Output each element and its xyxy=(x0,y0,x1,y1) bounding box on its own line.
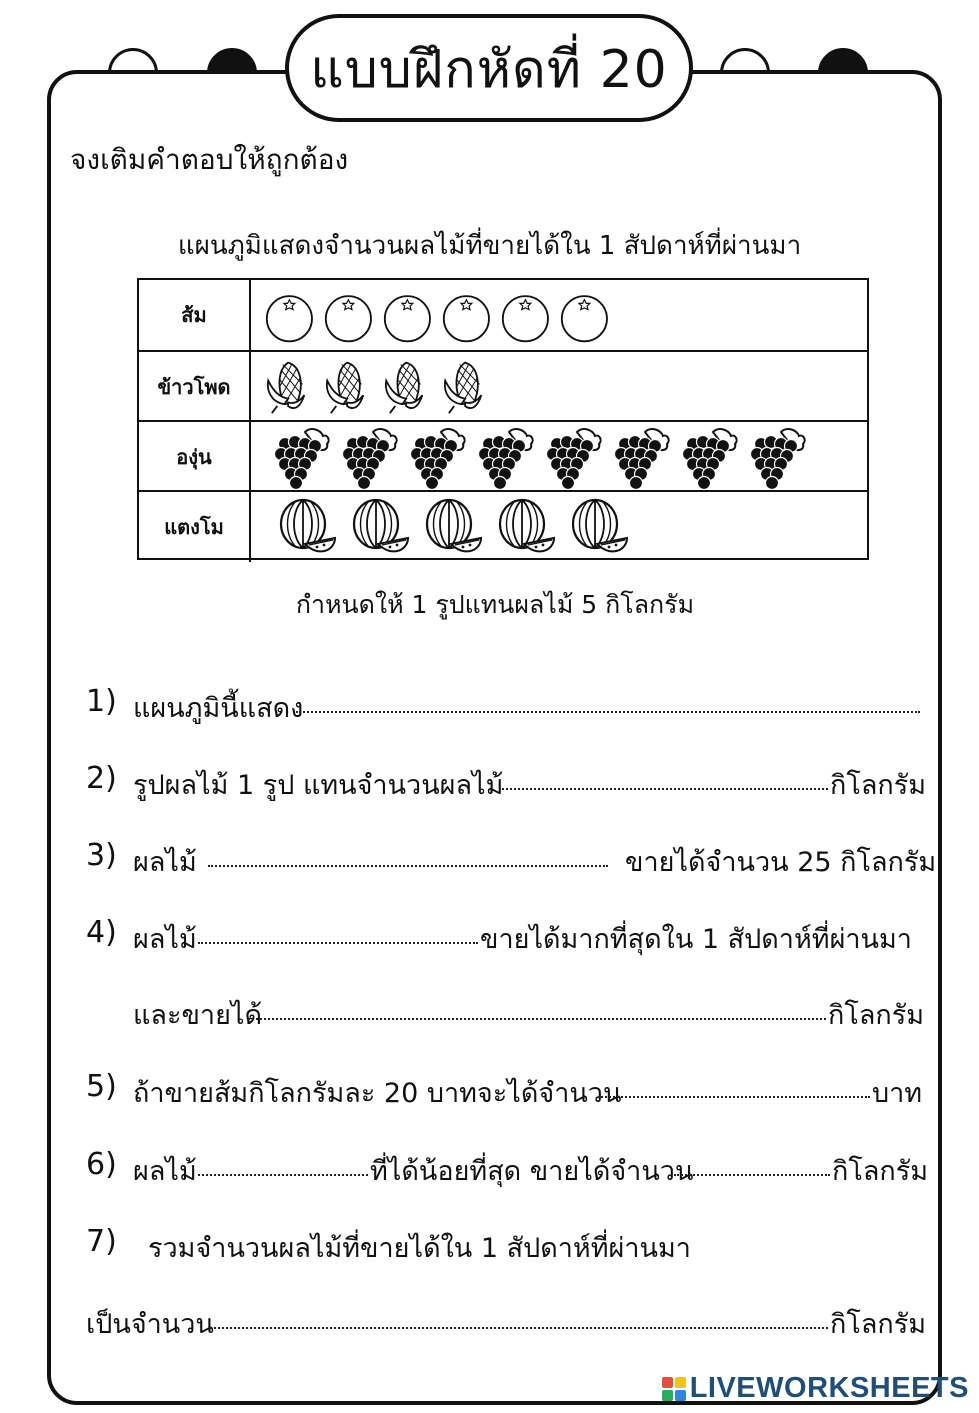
grape-icon xyxy=(271,424,333,490)
question-7-answer-blank[interactable] xyxy=(210,1327,828,1329)
grape-icon xyxy=(543,424,605,490)
question-4-line2-answer-blank[interactable] xyxy=(248,1018,826,1020)
worksheet-title-text: แบบฝึกหัดที่ 20 xyxy=(310,39,668,100)
watermelon-icon xyxy=(350,494,412,560)
orange-icon xyxy=(501,284,557,348)
pictograph-row-label: ข้าวโพด xyxy=(139,352,251,422)
question-5-number: 5) xyxy=(86,1069,117,1104)
question-4-answer-blank[interactable] xyxy=(198,942,478,944)
watermelon-icon xyxy=(569,494,631,560)
orange-icon xyxy=(383,284,439,348)
pictograph-row-label: ส้ม xyxy=(139,280,251,350)
liveworksheets-logo[interactable] xyxy=(662,1372,969,1405)
question-4-line2-text: และขายได้ xyxy=(133,1000,263,1031)
question-4-tail: ขายได้มากที่สุดใน 1 สัปดาห์ที่ผ่านมา xyxy=(480,924,912,955)
question-5-answer-blank[interactable] xyxy=(598,1096,870,1098)
question-2-answer-blank[interactable] xyxy=(502,788,828,790)
pictograph-row xyxy=(139,490,867,562)
corn-icon xyxy=(379,354,435,420)
orange-icon xyxy=(265,284,321,348)
question-5-unit: บาท xyxy=(872,1078,923,1109)
grape-icon xyxy=(475,424,537,490)
pictograph-row-label: องุ่น xyxy=(139,422,251,492)
question-6-answer-blank-1[interactable] xyxy=(198,1174,368,1176)
question-4-text: ผลไม้ xyxy=(133,924,197,955)
worksheet-frame xyxy=(47,70,942,1405)
corn-icon xyxy=(320,354,376,420)
question-7-line2-text: เป็นจำนวน xyxy=(86,1309,214,1340)
question-6-number: 6) xyxy=(86,1147,117,1182)
question-3-tail: ขายได้จำนวน 25 กิโลกรัม xyxy=(625,847,937,878)
question-6-text: ผลไม้ xyxy=(133,1156,197,1187)
question-2-text: รูปผลไม้ 1 รูป แทนจำนวนผลไม้ xyxy=(133,770,504,801)
question-2-unit: กิโลกรัม xyxy=(830,770,927,801)
question-7-number: 7) xyxy=(86,1224,117,1259)
grape-icon xyxy=(679,424,741,490)
orange-icon xyxy=(442,284,498,348)
question-6-answer-blank-2[interactable] xyxy=(674,1174,830,1176)
question-1-answer-blank[interactable] xyxy=(296,711,920,713)
pictograph-row xyxy=(139,350,867,422)
question-5-text: ถ้าขายส้มกิโลกรัมละ 20 บาทจะได้จำนวน xyxy=(133,1078,622,1109)
question-6-middle: ที่ได้น้อยที่สุด ขายได้จำนวน xyxy=(370,1156,694,1187)
watermelon-icon xyxy=(423,494,485,560)
question-4-line2-unit: กิโลกรัม xyxy=(828,1000,925,1031)
pictograph-table xyxy=(137,278,869,560)
grape-icon xyxy=(407,424,469,490)
grape-icon xyxy=(339,424,401,490)
question-3-answer-blank[interactable] xyxy=(208,865,608,867)
chart-title: แผนภูมิแสดงจำนวนผลไม้ที่ขายได้ใน 1 สัปดาห์ที่ผ่านมา xyxy=(177,231,802,261)
question-1-number: 1) xyxy=(86,684,117,719)
question-3-text: ผลไม้ xyxy=(133,847,197,878)
question-4-number: 4) xyxy=(86,915,117,950)
question-6-unit: กิโลกรัม xyxy=(832,1156,929,1187)
orange-icon xyxy=(560,284,616,348)
watermelon-icon xyxy=(496,494,558,560)
question-1-text: แผนภูมินี้แสดง xyxy=(133,693,304,724)
watermelon-icon xyxy=(277,494,339,560)
corn-icon xyxy=(261,354,317,420)
orange-icon xyxy=(324,284,380,348)
pictograph-key-note: กำหนดให้ 1 รูปแทนผลไม้ 5 กิโลกรัม xyxy=(295,590,695,619)
question-2-number: 2) xyxy=(86,761,117,796)
question-7-unit: กิโลกรัม xyxy=(830,1309,927,1340)
pictograph-row-label: แตงโม xyxy=(139,492,251,562)
question-7-text: รวมจำนวนผลไม้ที่ขายได้ใน 1 สัปดาห์ที่ผ่านมา xyxy=(148,1233,691,1264)
liveworksheets-logo-text: LIVEWORKSHEETS xyxy=(689,1372,969,1404)
liveworksheets-logo-icon xyxy=(662,1377,686,1401)
corn-icon xyxy=(438,354,494,420)
grape-icon xyxy=(747,424,809,490)
question-3-number: 3) xyxy=(86,838,117,873)
pictograph-row xyxy=(139,420,867,492)
instruction-text: จงเติมคำตอบให้ถูกต้อง xyxy=(70,143,349,176)
grape-icon xyxy=(611,424,673,490)
worksheet-title xyxy=(285,14,693,122)
pictograph-row xyxy=(139,280,867,350)
